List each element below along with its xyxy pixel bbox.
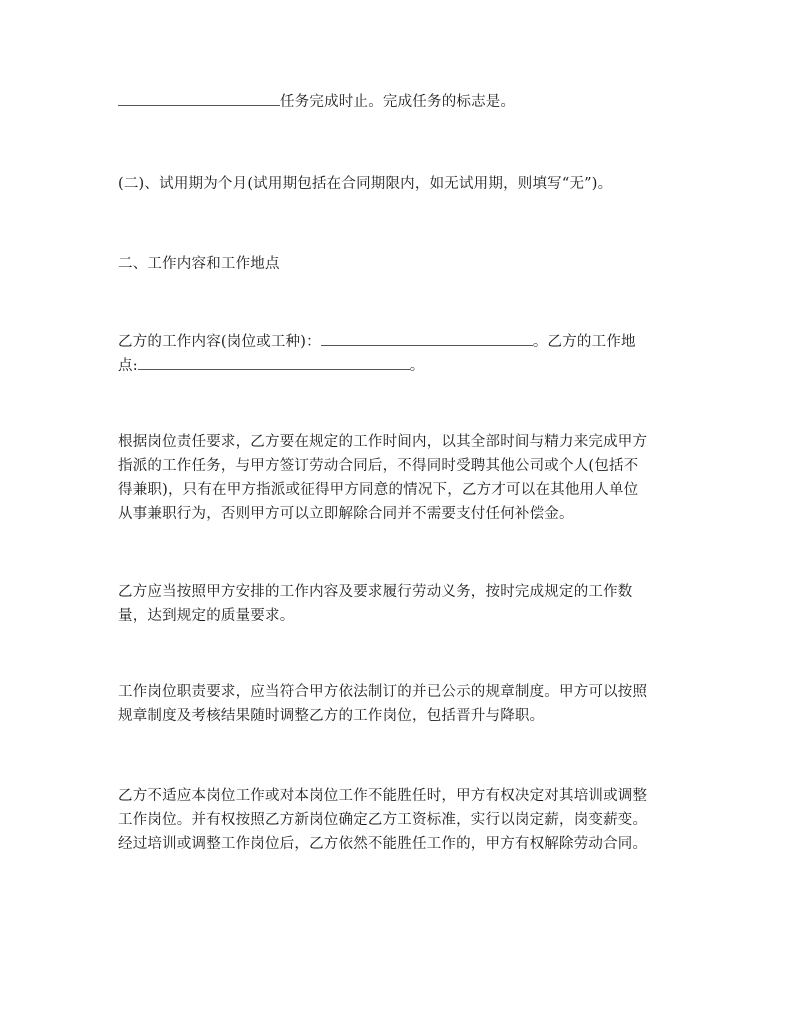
job-responsibility-line-2: 指派的工作任务，与甲方签订劳动合同后，不得同时受聘其他公司或个人(包括不	[118, 458, 639, 474]
job-responsibility-line-1: 根据岗位责任要求，乙方要在规定的工作时间内，以其全部时间与精力来完成甲方	[118, 434, 648, 450]
paragraph-probation	[118, 172, 684, 196]
paragraph-task-completion	[118, 90, 684, 114]
paragraph-labor-obligation	[118, 580, 684, 628]
incompetence-line-3: 经过培训或调整工作岗位后，乙方依然不能胜任工作的，甲方有权解除劳动合同。	[118, 836, 648, 852]
job-responsibility-line-4: 从事兼职行为，否则甲方可以立即解除合同并不需要支付任何补偿金。	[118, 506, 574, 522]
blank-line-task	[118, 91, 280, 106]
work-location-label-end: 点:	[118, 358, 138, 374]
blank-line-work-content	[321, 331, 533, 346]
work-content-label: 乙方的工作内容(岗位或工种)：	[118, 334, 321, 350]
job-responsibility-line-3: 得兼职)，只有在甲方指派或征得甲方同意的情况下，乙方才可以在其他用人单位	[118, 482, 639, 498]
blank-line-work-location	[138, 355, 410, 370]
work-content-line-1	[118, 330, 684, 354]
task-completion-text: 任务完成时止。完成任务的标志是。	[280, 94, 516, 110]
paragraph-incompetence	[118, 784, 684, 856]
paragraph-job-responsibility	[118, 430, 684, 526]
post-duties-line-2: 规章制度及考核结果随时调整乙方的工作岗位，包括晋升与降职。	[118, 708, 545, 724]
work-location-period: 。	[409, 358, 425, 374]
work-location-label: 。乙方的工作地	[532, 334, 636, 350]
incompetence-line-2: 工作岗位。并有权按照乙方新岗位确定乙方工资标准，实行以岗定薪，岗变薪变。	[118, 812, 648, 828]
labor-obligation-line-2: 量，达到规定的质量要求。	[118, 608, 295, 624]
probation-text: (二)、试用期为个月(试用期包括在合同期限内，如无试用期，则填写“无”)。	[118, 176, 613, 192]
section-heading-work-content	[118, 252, 684, 276]
post-duties-line-1: 工作岗位职责要求，应当符合甲方依法制订的并已公示的规章制度。甲方可以按照	[118, 684, 648, 700]
section-heading-text: 二、工作内容和工作地点	[118, 256, 280, 272]
incompetence-line-1: 乙方不适应本岗位工作或对本岗位工作不能胜任时，甲方有权决定对其培训或调整	[118, 788, 648, 804]
work-content-line-2	[118, 354, 684, 378]
paragraph-work-content-location	[118, 330, 684, 378]
paragraph-post-duties	[118, 680, 684, 728]
labor-obligation-line-1: 乙方应当按照甲方安排的工作内容及要求履行劳动义务，按时完成规定的工作数	[118, 584, 633, 600]
